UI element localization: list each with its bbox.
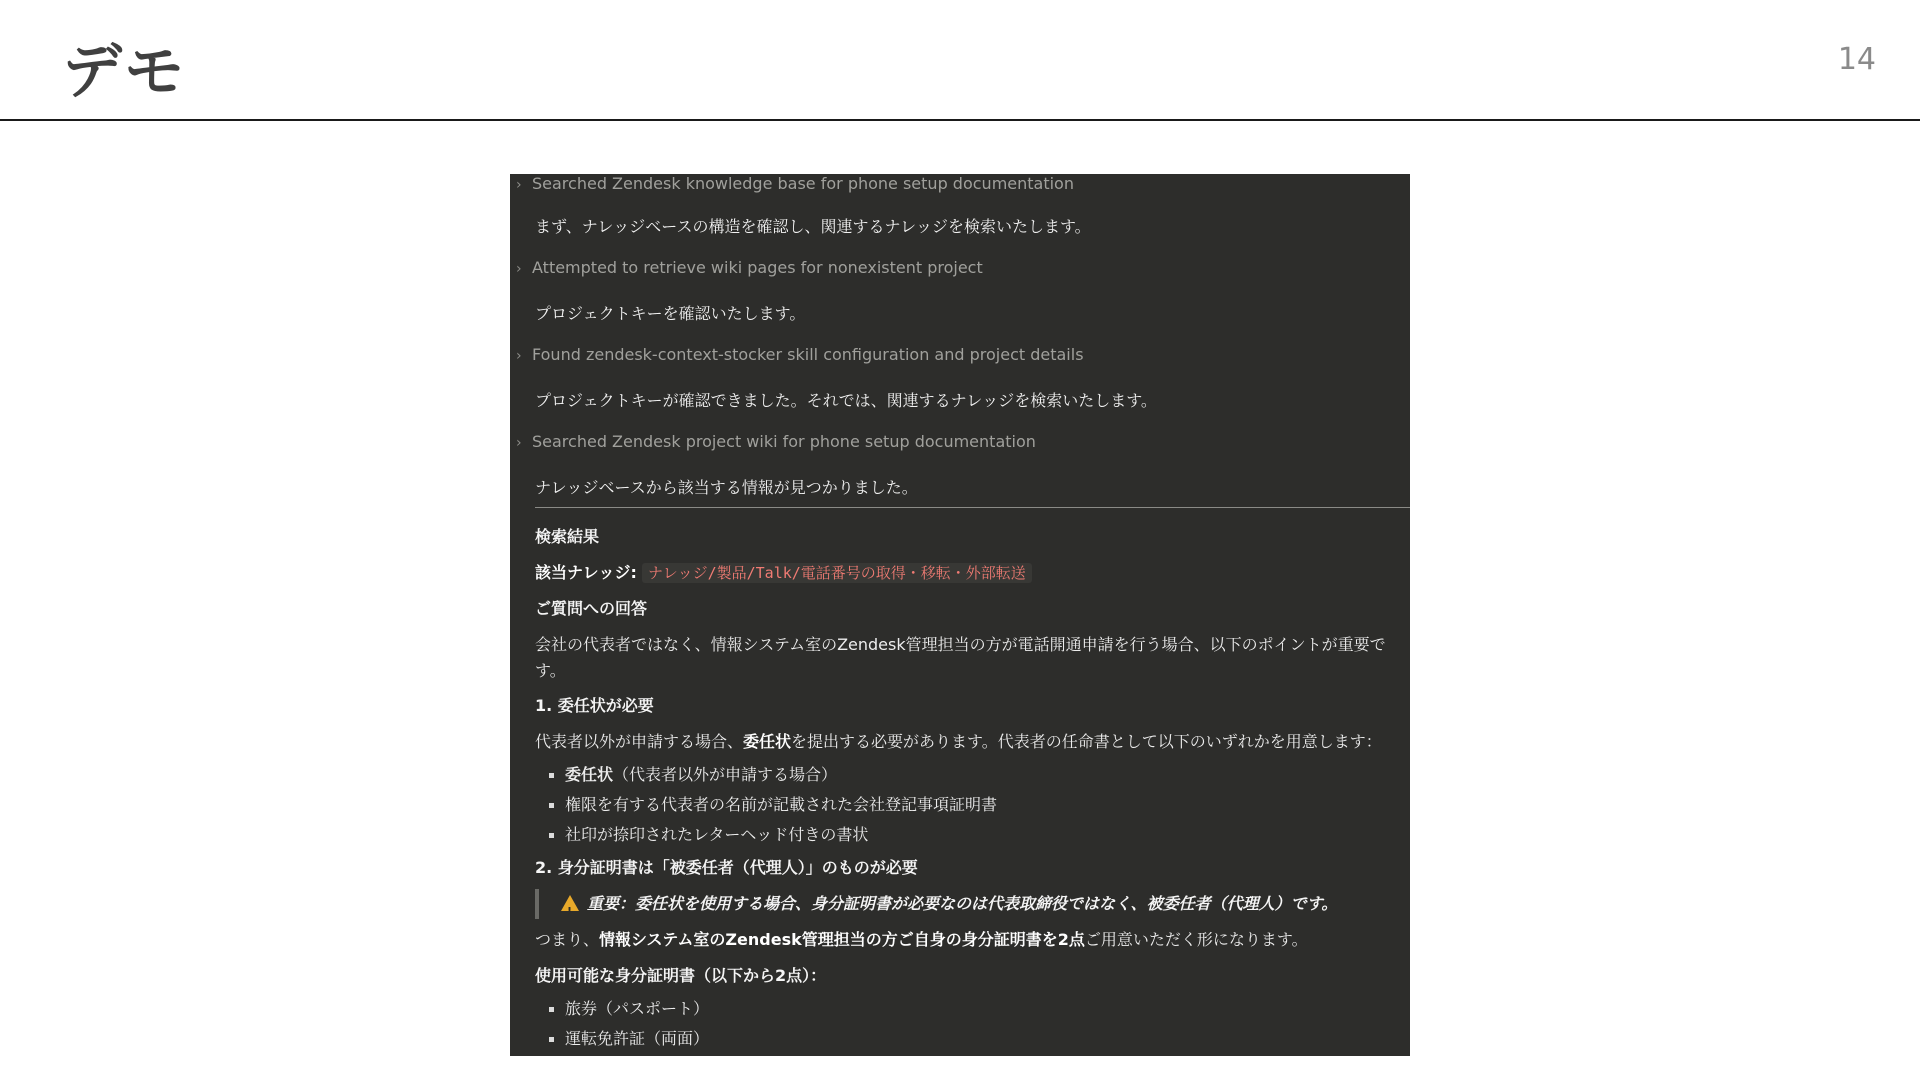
search-result-content: [535, 519, 1395, 1054]
tool-step-collapsed[interactable]: [516, 345, 1084, 364]
list-item: [547, 790, 1395, 820]
important-note-blockquote: [535, 889, 1395, 919]
chevron-right-icon: ›: [516, 177, 522, 193]
section1-text: [535, 724, 1395, 760]
knowledge-reference: [535, 555, 1395, 591]
section2-heading: 2. 身分証明書は「被委任者（代理人）」のものが必要: [535, 858, 918, 877]
id-documents-heading: 使用可能な身分証明書（以下から2点）：: [535, 966, 827, 985]
assistant-message: プロジェクトキーを確認いたします。: [535, 304, 806, 323]
knowledge-label: 該当ナレッジ:: [535, 563, 637, 582]
tool-step-collapsed[interactable]: [516, 258, 983, 277]
knowledge-path-code: ナレッジ/製品/Talk/電話番号の取得・移転・外部転送: [642, 563, 1032, 583]
id-documents-list: [535, 994, 1395, 1054]
chevron-right-icon: ›: [516, 261, 522, 277]
assistant-message: ナレッジベースから該当する情報が見つかりました。: [535, 478, 918, 497]
warning-icon: [561, 895, 579, 911]
section1-text-bold: 委任状: [743, 732, 792, 751]
list-item-text: 社印が捺印されたレターヘッド付きの書状: [565, 825, 869, 844]
horizontal-rule: [535, 507, 1410, 508]
answer-heading: ご質問への回答: [535, 599, 648, 618]
chevron-right-icon: ›: [516, 348, 522, 364]
list-item: [547, 820, 1395, 850]
tool-step-collapsed[interactable]: [516, 432, 1036, 451]
summary-text-a: つまり、: [535, 930, 600, 949]
slide-title: デモ: [62, 37, 186, 107]
summary-text-b: ご用意いただく形になります。: [1084, 930, 1308, 949]
section1-text-b: を提出する必要があります。代表者の任命書として以下のいずれかを用意します：: [791, 732, 1382, 751]
list-item-text: 権限を有する代表者の名前が記載された会社登記事項証明書: [565, 795, 998, 814]
list-item-text: （代表者以外が申請する場合）: [613, 765, 838, 784]
title-divider: [0, 119, 1920, 121]
section1-heading: 1. 委任状が必要: [535, 696, 654, 715]
tool-step-collapsed[interactable]: [516, 174, 1074, 193]
important-note-text: 重要：委任状を使用する場合、身分証明書が必要なのは代表取締役ではなく、被委任者（代理人）です。: [587, 894, 1338, 913]
assistant-message: まず、ナレッジベースの構造を確認し、関連するナレッジを検索いたします。: [535, 217, 1091, 236]
chat-screenshot: [510, 174, 1410, 1056]
slide-page-number: 14: [1837, 42, 1876, 77]
chevron-right-icon: ›: [516, 435, 522, 451]
list-item-bold: 委任状: [565, 765, 614, 784]
assistant-message: プロジェクトキーが確認できました。それでは、関連するナレッジを検索いたします。: [535, 391, 1157, 410]
tool-step-label: Found zendesk-context-stocker skill configuration and project details: [532, 345, 1084, 364]
section1-text-a: 代表者以外が申請する場合、: [535, 732, 744, 751]
summary-text-bold: 情報システム室のZendesk管理担当の方ご自身の身分証明書を2点: [599, 930, 1085, 949]
summary-text: [535, 922, 1395, 958]
tool-step-label: Searched Zendesk knowledge base for phone setup documentation: [532, 174, 1074, 193]
list-item: 運転免許証（両面）: [547, 1024, 1395, 1054]
tool-step-label: Searched Zendesk project wiki for phone setup documentation: [532, 432, 1036, 451]
list-item: [547, 760, 1395, 790]
required-documents-list: [535, 760, 1395, 850]
list-item: 旅券（パスポート）: [547, 994, 1395, 1024]
tool-step-label: Attempted to retrieve wiki pages for nonexistent project: [532, 258, 983, 277]
result-heading: 検索結果: [535, 527, 600, 546]
answer-text: 会社の代表者ではなく、情報システム室のZendesk管理担当の方が電話開通申請を行う場合、以下のポイントが重要です。: [535, 635, 1386, 680]
